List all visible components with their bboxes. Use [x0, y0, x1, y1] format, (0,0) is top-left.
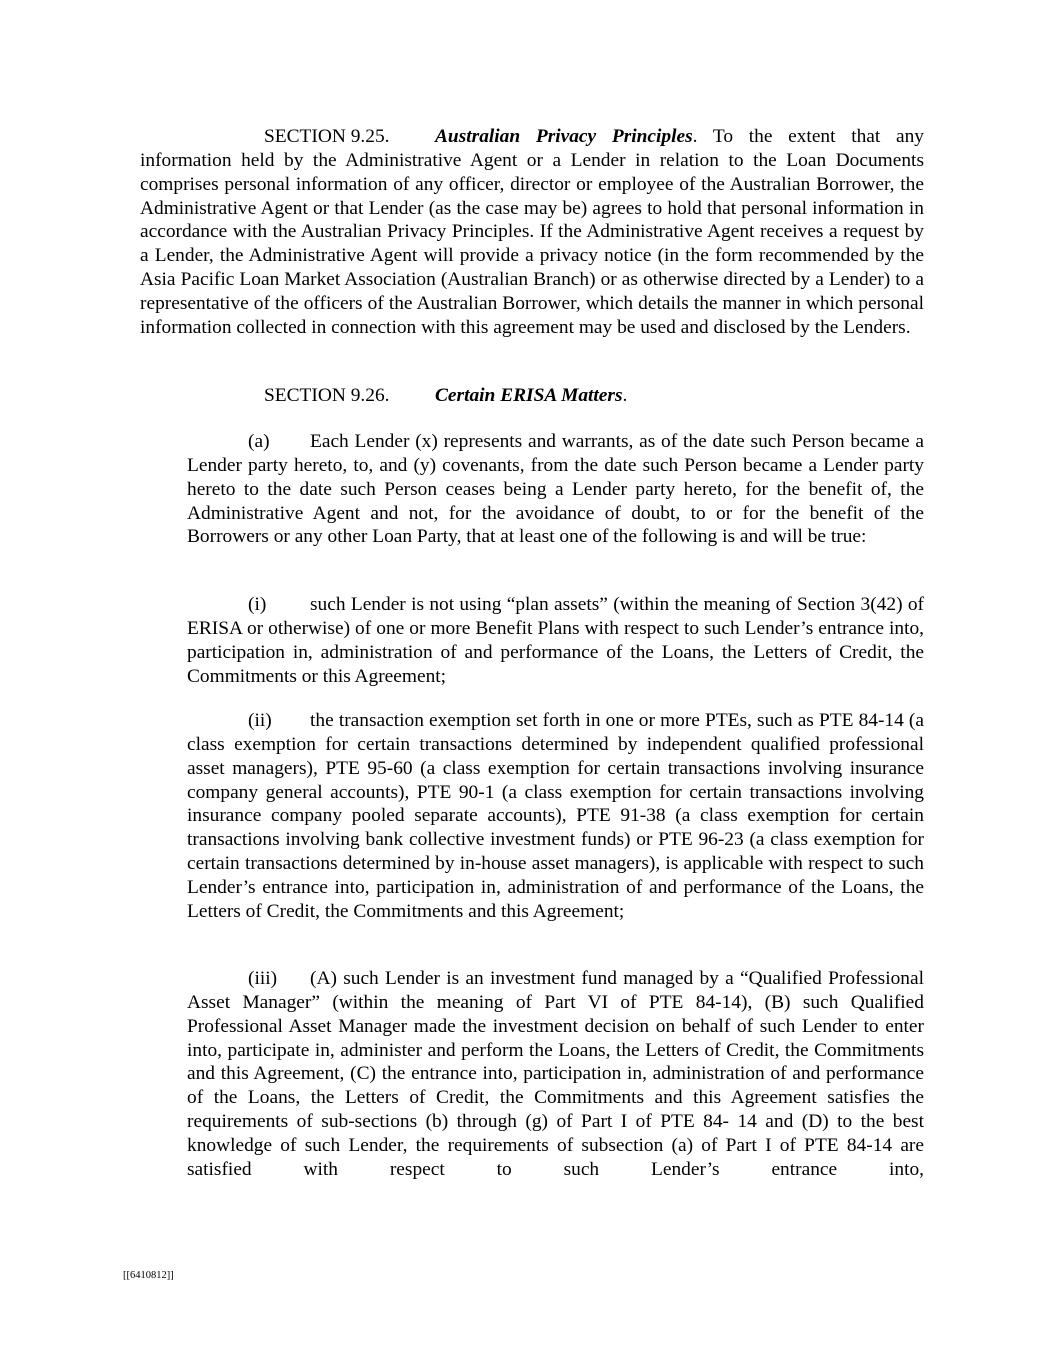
- clause-i-paragraph: [187, 593, 924, 688]
- clause-i-label: (i): [248, 594, 267, 615]
- section-9-25-paragraph: [140, 125, 924, 340]
- clause-ii-text: the transaction exemption set forth in one or more PTEs, such as PTE 84-14 (a class exemption for certain transactions determined by independent qualified professional asset managers), PTE 95-60 (a class exemption for certain transactions involving insurance company general accounts), PTE 90-1 (a class exemption for certain transactions involving insurance company pooled separate accounts), PTE 91-38 (a class exemption for certain transactions involving bank collective investment funds) or PTE 96-23 (a class exemption for certain transactions determined by in-house asset managers), is applicable with respect to such Lender’s entrance into, participation in, administration of and performance of the Loans, the Letters of Credit, the Commitments and this Agreement;: [187, 710, 924, 922]
- section-9-25-body: To the extent that any information held by the Administrative Agent or a Lender in relation to the Loan Documents comprises personal information of any officer, director or employee of the Australian Borrower, the Administrative Agent or that Lender (as the case may be) agrees to hold that personal information in accordance with the Australian Privacy Principles. If the Administrative Agent receives a request by a Lender, the Administrative Agent will provide a privacy notice (in the form recommended by the Asia Pacific Loan Market Association (Australian Branch) or as otherwise directed by a Lender) to a representative of the officers of the Australian Borrower, which details the manner in which personal information collected in connection with this agreement may be used and disclosed by the Lenders.: [140, 126, 924, 338]
- section-9-26-number: SECTION 9.26.: [264, 385, 390, 406]
- section-9-26-heading: [264, 384, 924, 408]
- section-9-26-title-period: .: [622, 385, 628, 406]
- clause-iii-label: (iii): [248, 968, 278, 989]
- clause-iii-text: (A) such Lender is an investment fund managed by a “Qualified Professional Asset Manager” (within the meaning of Part VI of PTE 84-14), (B) such Qualified Professional Asset Manager made the investment decision on behalf of such Lender to enter into, participate in, administer and perform the Loans, the Letters of Credit, the Commitments and this Agreement, (C) the entrance into, participation in, administration of and performance of the Loans, the Letters of Credit, the Commitments and this Agreement satisfies the requirements of sub-sections (b) through (g) of Part I of PTE 84- 14 and (D) to the best knowledge of such Lender, the requirements of subsection (a) of Part I of PTE 84-14 are satisfied with respect to such Lender’s entrance into,: [187, 968, 924, 1180]
- section-9-25-title: Australian Privacy Principles: [435, 126, 693, 147]
- document-id-footer: [[6410812]]: [123, 1270, 174, 1281]
- section-9-26-title: Certain ERISA Matters: [435, 385, 623, 406]
- clause-a-paragraph: [187, 430, 924, 549]
- clause-a-label: (a): [248, 431, 270, 452]
- clause-ii-paragraph: [187, 709, 924, 924]
- section-9-25-number: SECTION 9.25.: [264, 126, 390, 147]
- clause-iii-paragraph: [187, 967, 924, 1182]
- clause-ii-label: (ii): [248, 710, 272, 731]
- clause-i-text: such Lender is not using “plan assets” (within the meaning of Section 3(42) of ERISA or otherwise) of one or more Benefit Plans with respect to such Lender’s entrance into, participation in, administration of and performance of the Loans, the Letters of Credit, the Commitments or this Agreement;: [187, 594, 924, 687]
- section-9-25-title-period: .: [692, 126, 698, 147]
- clause-a-text: Each Lender (x) represents and warrants, as of the date such Person became a Lender party hereto, to, and (y) covenants, from the date such Person became a Lender party hereto to the date such Person ceases being a Lender party hereto, for the benefit of, the Administrative Agent and not, for the avoidance of doubt, to or for the benefit of the Borrowers or any other Loan Party, that at least one of the following is and will be true:: [187, 431, 924, 548]
